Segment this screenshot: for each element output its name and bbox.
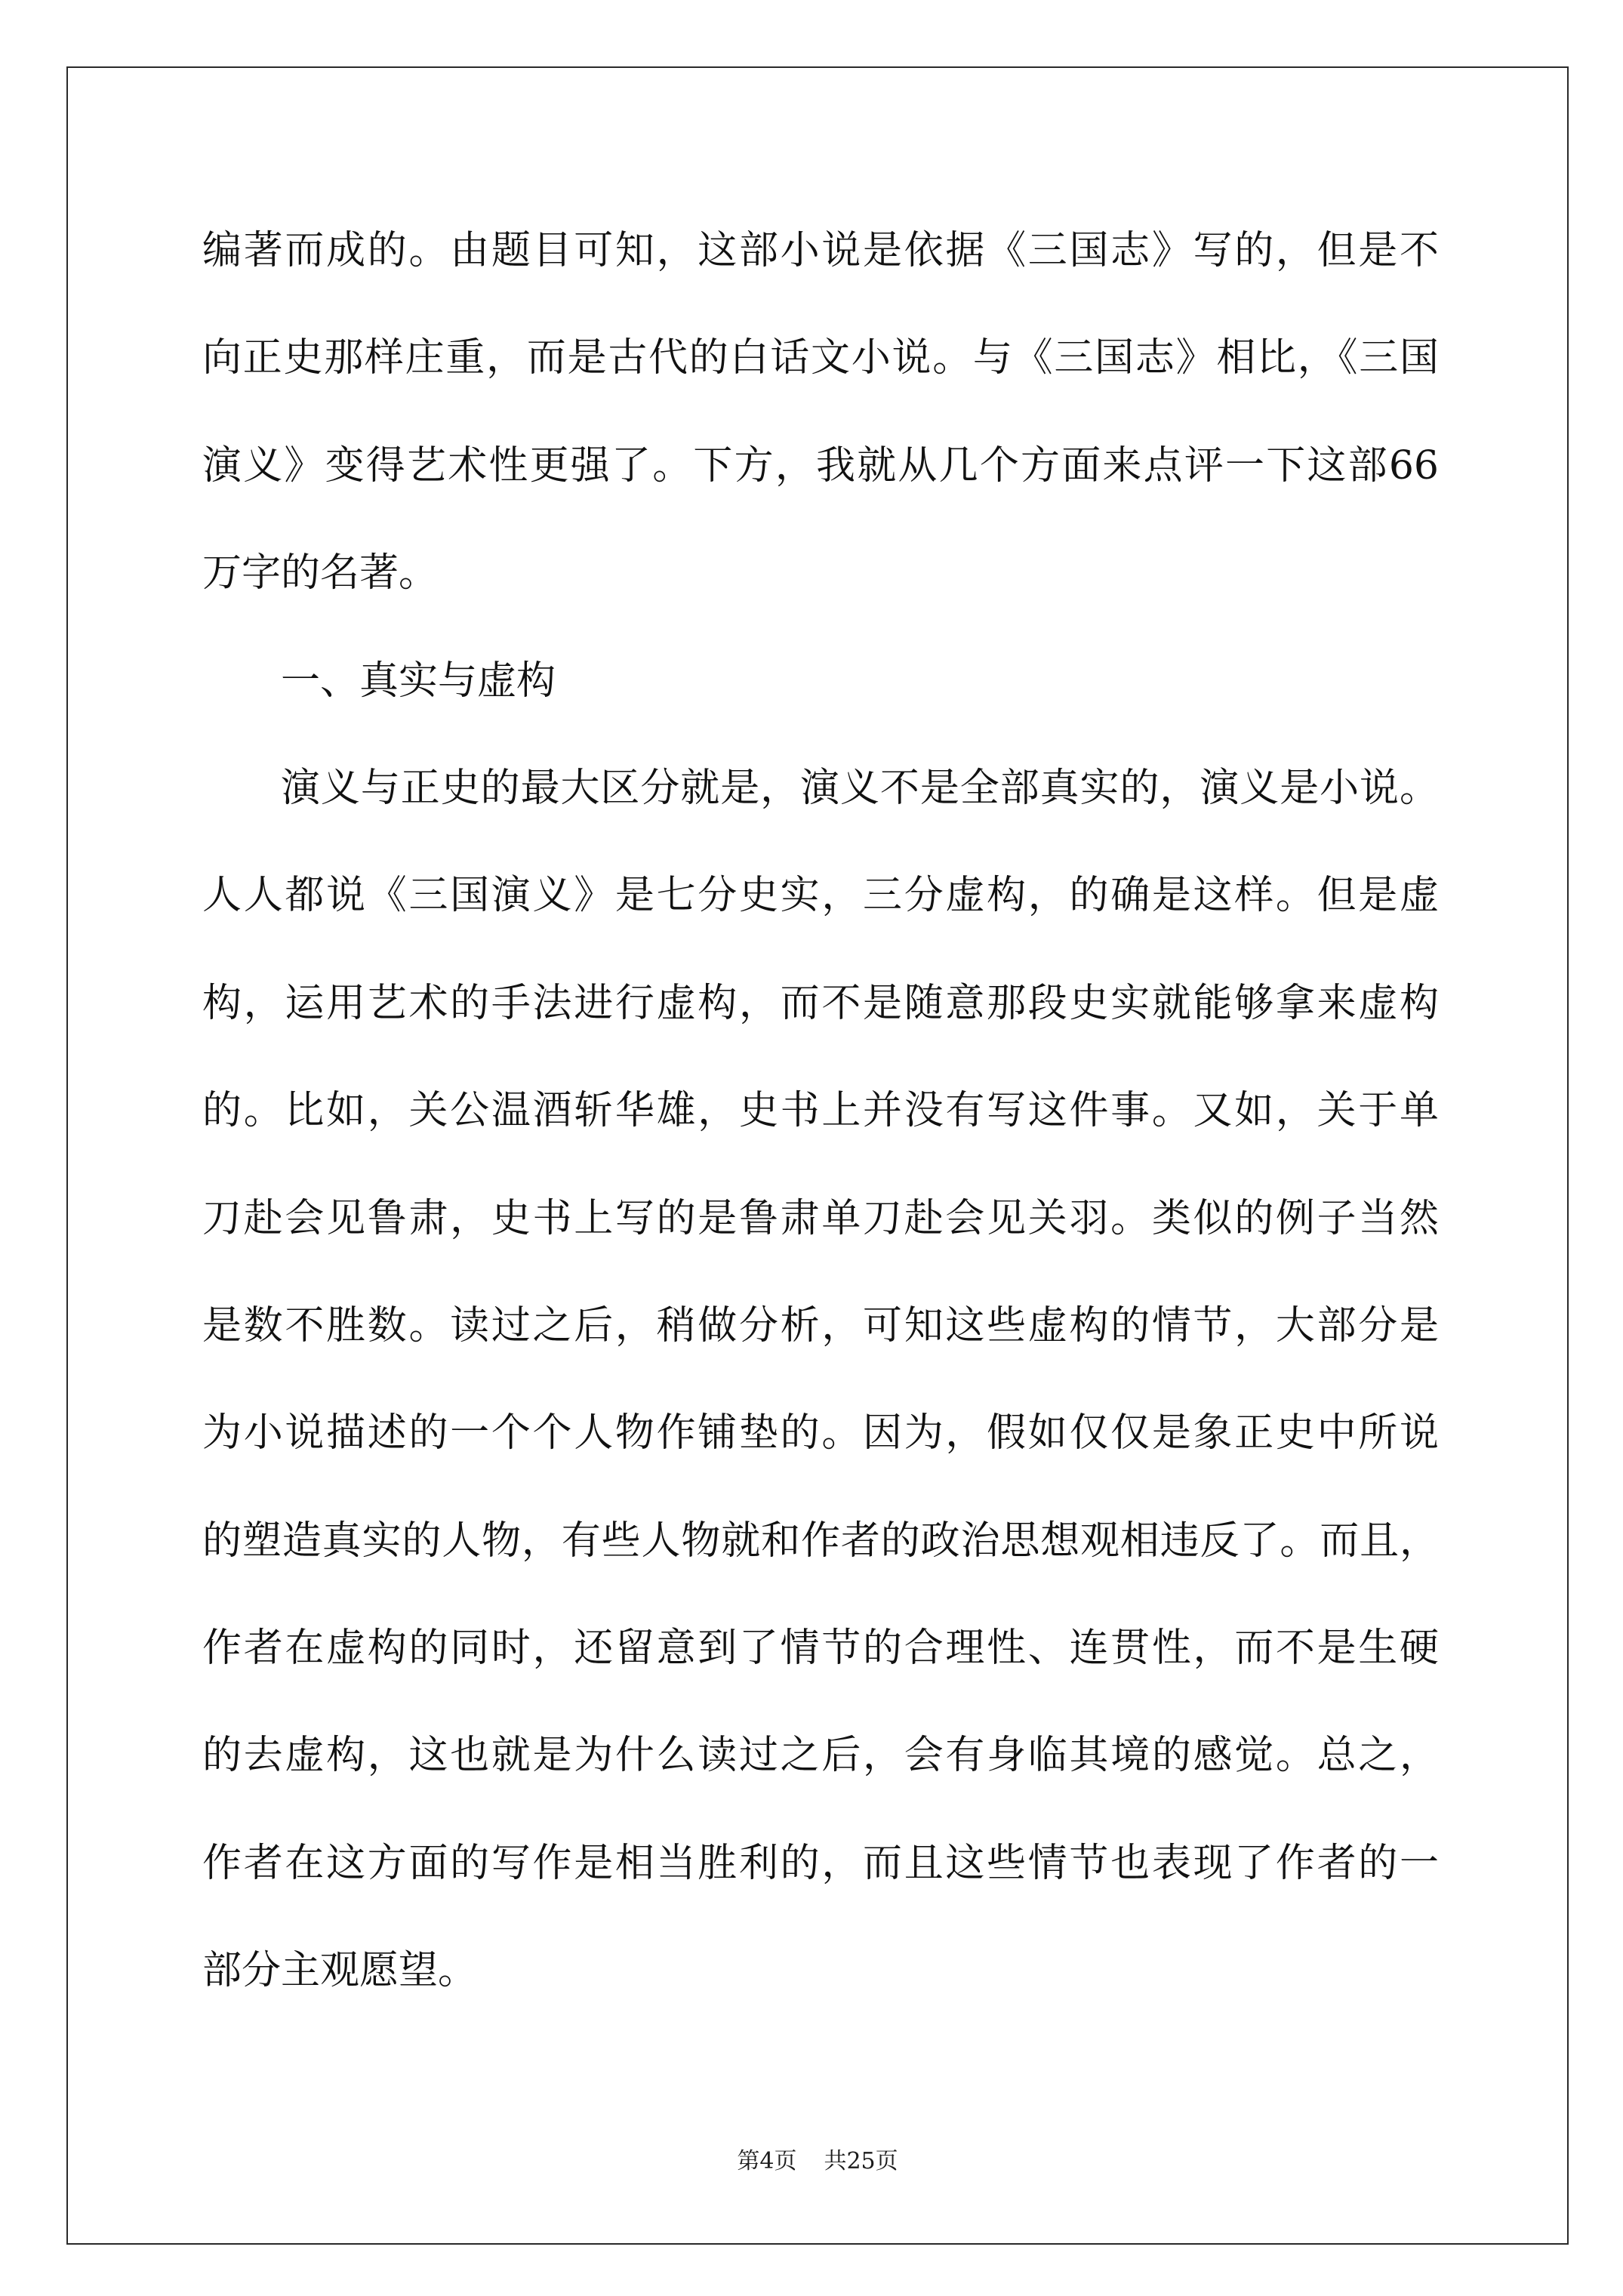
text-line: 演义》变得艺术性更强了。下方，我就从几个方面来点评一下这部66 [202,442,1439,488]
text-line: 刀赴会见鲁肃，史书上写的是鲁肃单刀赴会见关羽。类似的例子当然 [202,1195,1439,1241]
text-line: 部分主观愿望。 [202,1948,478,1994]
text-line: 的塑造真实的人物，有些人物就和作者的政治思想观相违反了。而且， [202,1518,1439,1564]
text-line: 演义与正史的最大区分就是，演义不是全部真实的，演义是小说。 [281,765,1439,811]
text-line: 人人都说《三国演义》是七分史实，三分虚构，的确是这样。但是虚 [202,873,1439,919]
text-line: 作者在虚构的同时，还留意到了情节的合理性、连贯性，而不是生硬 [202,1626,1439,1672]
text-line: 构，运用艺术的手法进行虚构，而不是随意那段史实就能够拿来虚构 [202,980,1439,1026]
page-footer [66,2147,1569,2177]
text-line: 编著而成的。由题目可知，这部小说是依据《三国志》写的，但是不 [202,228,1439,273]
text-line: 万字的名著。 [202,550,439,596]
text-line: 作者在这方面的写作是相当胜利的，而且这些情节也表现了作者的一 [202,1840,1439,1886]
total-pages: 共25页 [824,2148,898,2174]
page-number: 第4页 [737,2148,797,2174]
body-text [202,197,1439,2025]
text-line: 的。比如，关公温酒斩华雄，史书上并没有写这件事。又如，关于单 [202,1088,1439,1134]
section-heading: 一、真实与虚构 [281,658,556,704]
text-line: 向正史那样庄重，而是古代的白话文小说。与《三国志》相比，《三国 [202,335,1439,381]
text-line: 为小说描述的一个个人物作铺垫的。因为，假如仅仅是象正史中所说 [202,1410,1439,1456]
text-line: 是数不胜数。读过之后，稍做分析，可知这些虚构的情节，大部分是 [202,1302,1439,1348]
text-line: 的去虚构，这也就是为什么读过之后，会有身临其境的感觉。总之， [202,1733,1439,1779]
